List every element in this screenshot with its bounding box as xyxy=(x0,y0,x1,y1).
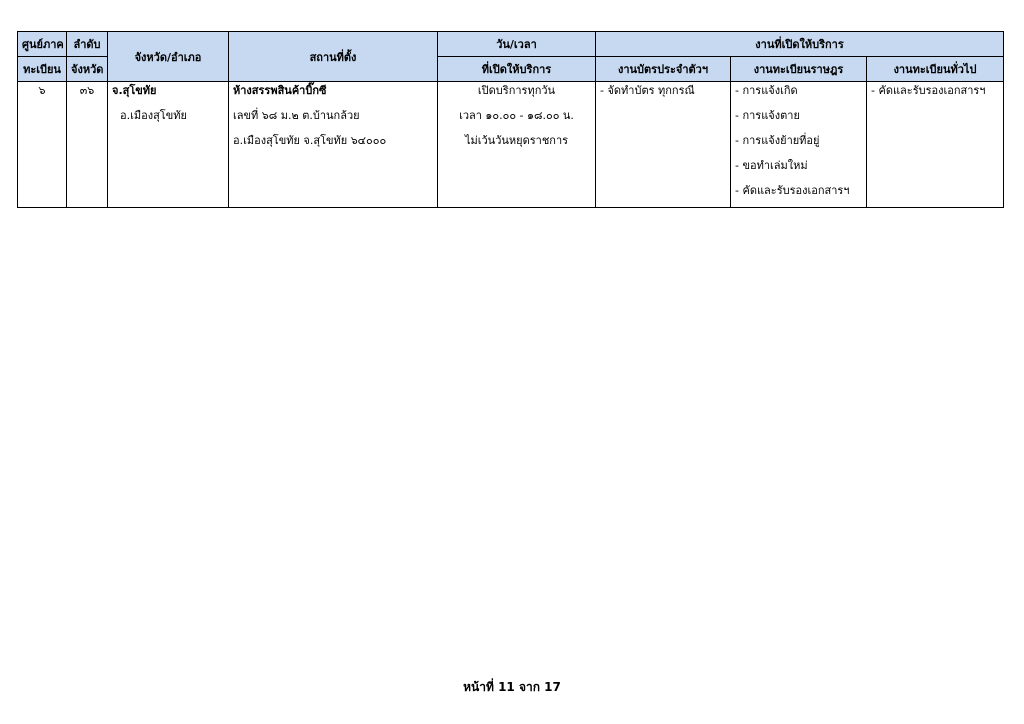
service-locations-table xyxy=(17,31,1004,208)
table-row xyxy=(18,82,1004,208)
civil-service-item: - คัดและรับรองเอกสารฯ xyxy=(735,184,850,197)
province-cell xyxy=(108,82,229,208)
location-cell xyxy=(229,82,438,208)
id-card-service-cell xyxy=(596,82,731,208)
hours-line: เปิดบริการทุกวัน xyxy=(477,84,556,97)
location-name: ห้างสรรพสินค้าบิ๊กซี xyxy=(233,84,327,97)
hours-cell xyxy=(438,82,596,208)
header-id-card: งานบัตรประจำตัวฯ xyxy=(596,57,731,82)
header-civil-registration: งานทะเบียนราษฎร xyxy=(731,57,867,82)
civil-service-item: - การแจ้งย้ายที่อยู่ xyxy=(735,134,820,147)
id-card-service: - จัดทำบัตร ทุกกรณี xyxy=(600,84,695,97)
header-datetime: วัน/เวลา xyxy=(438,32,596,57)
header-general-registration: งานทะเบียนทั่วไป xyxy=(867,57,1004,82)
header-province: จังหวัด/อำเภอ xyxy=(108,32,229,82)
header-datetime-line2: ที่เปิดให้บริการ xyxy=(438,57,596,82)
hours-line: เวลา ๑๐.๐๐ - ๑๘.๐๐ น. xyxy=(459,109,574,122)
civil-service-item: - ขอทำเล่มใหม่ xyxy=(735,159,808,172)
civil-service-item: - การแจ้งตาย xyxy=(735,109,800,122)
header-order: ลำดับ xyxy=(67,32,108,57)
general-service: - คัดและรับรองเอกสารฯ xyxy=(871,84,986,97)
district-name: อ.เมืองสุโขทัย xyxy=(120,109,187,122)
hours-line: ไม่เว้นวันหยุดราชการ xyxy=(464,134,569,147)
header-services: งานที่เปิดให้บริการ xyxy=(596,32,1004,57)
order-number: ๓๖ xyxy=(79,84,95,97)
address-line: อ.เมืองสุโขทัย จ.สุโขทัย ๖๔๐๐๐ xyxy=(233,134,387,147)
region-cell xyxy=(18,82,67,208)
header-order-line2: จังหวัด xyxy=(67,57,108,82)
header-location: สถานที่ตั้ง xyxy=(229,32,438,82)
order-cell xyxy=(67,82,108,208)
header-region: ศูนย์ภาค xyxy=(18,32,67,57)
address-line: เลขที่ ๖๘ ม.๒ ต.บ้านกล้วย xyxy=(233,109,360,122)
region-number: ๖ xyxy=(38,84,46,97)
page-number: หน้าที่ 11 จาก 17 xyxy=(463,680,561,694)
province-name: จ.สุโขทัย xyxy=(112,84,157,97)
civil-services-cell xyxy=(731,82,867,208)
header-region-line2: ทะเบียน xyxy=(18,57,67,82)
civil-service-item: - การแจ้งเกิด xyxy=(735,84,798,97)
general-service-cell xyxy=(867,82,1004,208)
